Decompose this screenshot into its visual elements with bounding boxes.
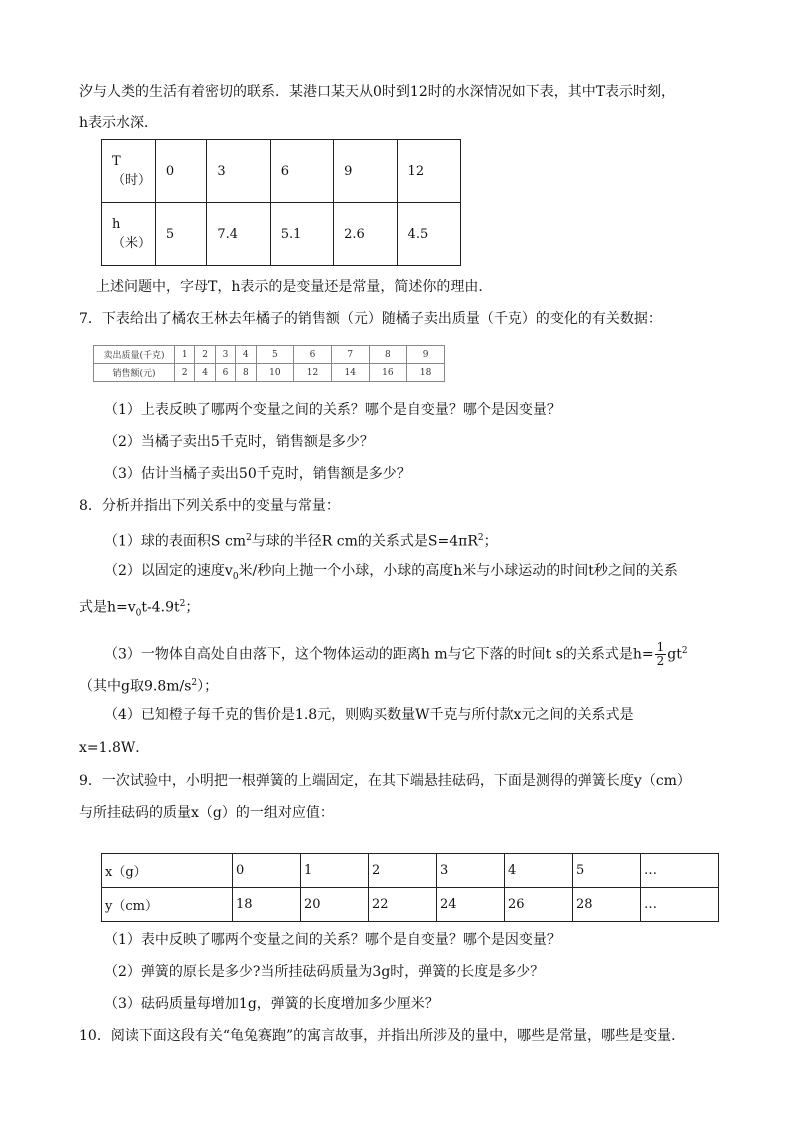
table-cell: 14 bbox=[331, 364, 369, 382]
orange-sales-table bbox=[93, 345, 445, 382]
table-cell: 3 bbox=[215, 346, 235, 364]
table-cell: 22 bbox=[369, 888, 437, 922]
table-row bbox=[102, 888, 719, 922]
table-cell: 5 bbox=[155, 203, 206, 266]
table-cell: 7.4 bbox=[207, 203, 270, 266]
table-cell: 1 bbox=[301, 854, 369, 888]
q9-sub3: （3）砝码质量每增加1g，弹簧的长度增加多少厘米？ bbox=[104, 996, 439, 1012]
table-cell: 3 bbox=[437, 854, 505, 888]
intro-line-1: 汐与人类的生活有着密切的联系．某港口某天从0时到12时的水深情况如下表，其中T表示时刻， bbox=[79, 84, 676, 100]
q7-stem: 7．下表给出了橘农王林去年橘子的销售额（元）随橘子卖出质量（千克）的变化的有关数据： bbox=[79, 311, 662, 327]
table-cell: 4 bbox=[195, 364, 215, 382]
table-cell: 6 bbox=[294, 346, 332, 364]
table-cell: 0 bbox=[233, 854, 301, 888]
table-cell: 4 bbox=[505, 854, 573, 888]
water-depth-table bbox=[101, 139, 461, 266]
table-row bbox=[94, 364, 445, 382]
table-cell: 0 bbox=[155, 140, 206, 203]
table-cell: 6 bbox=[215, 364, 235, 382]
table-cell: 26 bbox=[505, 888, 573, 922]
table-cell: 4 bbox=[236, 346, 256, 364]
q8-sub4-line1: （4）已知橙子每千克的售价是1.8元，则购买数量W千克与所付款x元之间的关系式是 bbox=[104, 707, 634, 723]
table-head-cell: h （米） bbox=[102, 203, 156, 266]
q8-sub2-line1: （2）以固定的速度$v_0$米/秒向上抛一个小球，小球的高度h米与小球运动的时间t秒之间的关系 bbox=[104, 563, 678, 582]
table-cell: 18 bbox=[233, 888, 301, 922]
fraction: $\frac{1}{2}$ bbox=[656, 640, 665, 669]
table-row bbox=[102, 140, 461, 203]
table-cell: 12 bbox=[397, 140, 460, 203]
table-head-cell: T （时） bbox=[102, 140, 156, 203]
intro-line-2: h表示水深． bbox=[79, 115, 159, 131]
table-cell: 12 bbox=[294, 364, 332, 382]
q8-stem: 8．分析并指出下列关系中的变量与常量： bbox=[79, 498, 340, 514]
table-cell: 6 bbox=[270, 140, 333, 203]
q9-sub1: （1）表中反映了哪两个变量之间的关系？哪个是自变量？哪个是因变量？ bbox=[104, 932, 561, 948]
table-cell: 5 bbox=[256, 346, 294, 364]
table-head-cell: 卖出质量(千克) bbox=[94, 346, 175, 364]
table-cell: 5.1 bbox=[270, 203, 333, 266]
q10-stem: 10．阅读下面这段有关“龟兔赛跑”的寓言故事，并指出所涉及的量中，哪些是常量，哪些是变量． bbox=[79, 1028, 686, 1044]
table-cell: 28 bbox=[573, 888, 641, 922]
table-cell: 24 bbox=[437, 888, 505, 922]
table-head-cell: x（g） bbox=[102, 854, 233, 888]
q8-sub3-line1: （3）一物体自高处自由落下，这个物体运动的距离h m与它下落的时间t s的关系式是h= $\frac{1}{2}$ $gt^2$ bbox=[104, 640, 688, 669]
table-cell: 5 bbox=[573, 854, 641, 888]
table-head-cell: 销售额(元) bbox=[94, 364, 175, 382]
table-cell: 9 bbox=[407, 346, 445, 364]
table-row bbox=[94, 346, 445, 364]
table-cell: 1 bbox=[175, 346, 195, 364]
table-head-cell: y（cm） bbox=[102, 888, 233, 922]
q6-followup: 上述问题中，字母T，h表示的是变量还是常量，简述你的理由． bbox=[96, 279, 493, 295]
table-cell: 2 bbox=[195, 346, 215, 364]
table-cell: 3 bbox=[207, 140, 270, 203]
q7-sub2: （2）当橘子卖出5千克时，销售额是多少？ bbox=[104, 434, 374, 450]
table-cell: 8 bbox=[236, 364, 256, 382]
spring-table bbox=[101, 853, 719, 922]
table-cell: 16 bbox=[369, 364, 407, 382]
table-cell: 20 bbox=[301, 888, 369, 922]
q7-sub1: （1）上表反映了哪两个变量之间的关系？哪个是自变量？哪个是因变量？ bbox=[104, 402, 561, 418]
q7-sub3: （3）估计当橘子卖出50千克时，销售额是多少？ bbox=[104, 466, 411, 482]
table-cell: 7 bbox=[331, 346, 369, 364]
q9-stem-line2: 与所挂砝码的质量x（g）的一组对应值： bbox=[79, 805, 334, 821]
q9-stem-line1: 9．一次试验中，小明把一根弹簧的上端固定，在其下端悬挂砝码，下面是测得的弹簧长度y（cm） bbox=[79, 773, 691, 789]
table-row bbox=[102, 854, 719, 888]
table-cell: 2 bbox=[369, 854, 437, 888]
table-cell: 2 bbox=[175, 364, 195, 382]
table-cell: … bbox=[641, 854, 719, 888]
table-cell: 4.5 bbox=[397, 203, 460, 266]
table-cell: 9 bbox=[334, 140, 397, 203]
q8-sub2-line2: 式是$h=v_0t-4.9t^2$； bbox=[79, 599, 200, 619]
q8-sub4-line2: x=1.8W． bbox=[79, 740, 150, 756]
q8-sub1: （1）球的表面积S $cm^2$与球的半径R cm的关系式是$S=4\pi R^2$； bbox=[104, 533, 498, 550]
table-cell: 18 bbox=[407, 364, 445, 382]
table-cell: 10 bbox=[256, 364, 294, 382]
table-cell: 8 bbox=[369, 346, 407, 364]
q8-sub3-line2: （其中g取$9.8m/s^2$）； bbox=[79, 678, 219, 695]
table-row bbox=[102, 203, 461, 266]
table-cell: 2.6 bbox=[334, 203, 397, 266]
table-cell: … bbox=[641, 888, 719, 922]
q9-sub2: （2）弹簧的原长是多少?当所挂砝码质量为3g时，弹簧的长度是多少？ bbox=[104, 964, 545, 980]
